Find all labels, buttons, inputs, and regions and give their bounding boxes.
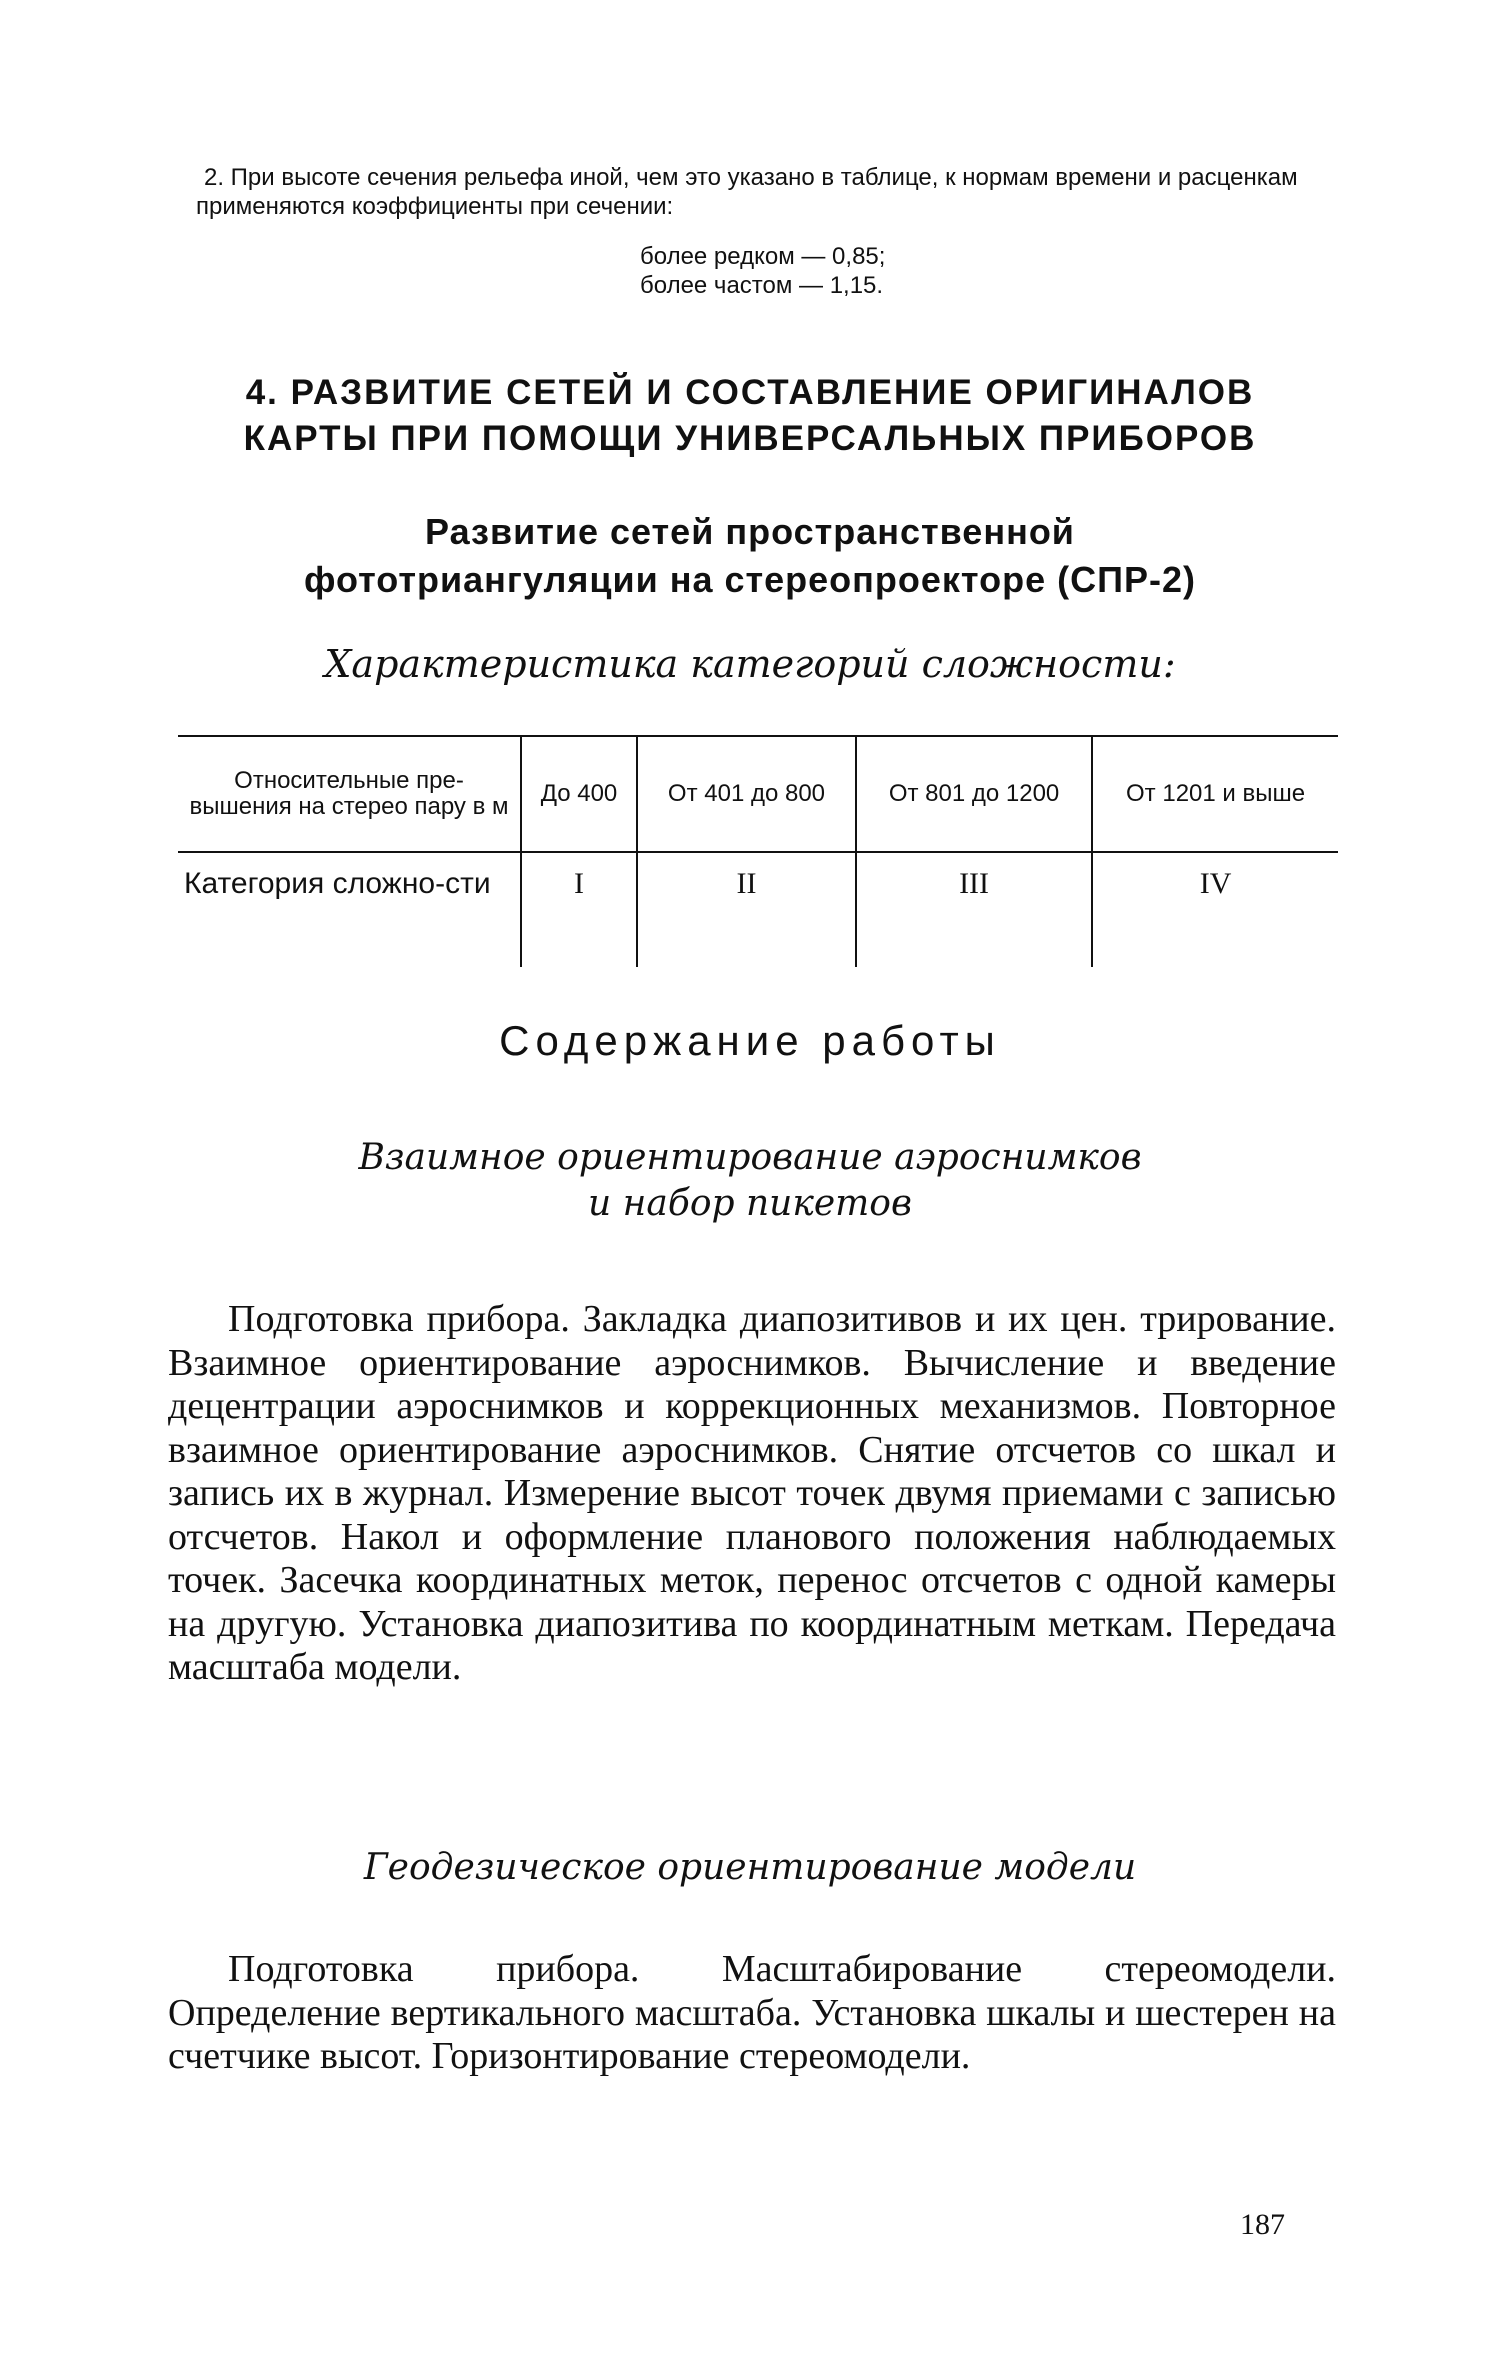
row-value-4: IV [1092,852,1338,967]
header-label-cell: Относительные пре-вышения на стерео пару в м [178,736,521,852]
mutual-orientation-line2: и набор пикетов [588,1183,912,1224]
coefficient-rare: более редком — 0,85; [640,243,886,270]
row-value-1: I [521,852,637,967]
mutual-orientation-heading [150,1135,1350,1227]
section-title-line1: 4. РАЗВИТИЕ СЕТЕЙ И СОСТАВЛЕНИЕ ОРИГИНАЛОВ [245,373,1255,412]
header-col-4: От 1201 и выше [1092,736,1338,852]
subsection-title-line2: фототриангуляции на стереопроекторе (СПР-2) [304,559,1196,600]
coefficient-frequent: более частом — 1,15. [640,272,884,299]
table-header-row [178,736,1338,852]
header-col-1: До 400 [521,736,637,852]
row-value-3: III [856,852,1092,967]
subsection-title [150,508,1350,604]
geodetic-orientation-heading: Геодезическое ориентирование модели [363,1847,1137,1888]
coefficients-list [640,242,1040,300]
mutual-orientation-line1: Взаимное ориентирование аэроснимков [358,1137,1142,1178]
note-relief-section: 2. При высоте сечения рельефа иной, чем это указано в таблице, к нормам времени и расценкам применяются коэффициенты при сечении: [196,164,1298,220]
header-col-3: От 801 до 1200 [856,736,1092,852]
table-caption: Характеристика категорий сложности: [324,642,1176,686]
row-label-cell: Категория сложно-сти [184,867,491,900]
row-value-2: II [637,852,856,967]
section-title [150,370,1350,462]
section-title-line2: КАРТЫ ПРИ ПОМОЩИ УНИВЕРСАЛЬНЫХ ПРИБОРОВ [243,419,1257,458]
subsection-title-line1: Развитие сетей пространственной [425,511,1075,552]
paragraph-mutual-orientation: Подготовка прибора. Закладка диапозитивов и их цен. трирование. Взаимное ориентирование аэроснимков. Вычисление и введение децентрации аэроснимков и коррекционных механизмов. Повторное взаимное ориентирование аэроснимков. Снятие отсчетов со шкал и запись их в журнал. Измерение высот точек двумя приемами с записью отсчетов. Накол и оформление планового положения наблюдаемых точек. Засечка координатных меток, перенос отсчетов с одной камеры на другую. Установка диапозитива по координатным меткам. Передача масштаба модели. [168,1298,1336,1688]
paragraph-geodetic-orientation: Подготовка прибора. Масштабирование стереомодели. Определение вертикального масштаба. Установка шкалы и шестерен на счетчике высот. Горизонтирование стереомодели. [168,1948,1336,2077]
content-heading: Содержание работы [499,1017,1001,1064]
page-number: 187 [1240,2208,1285,2241]
header-col-2: От 401 до 800 [637,736,856,852]
table-row [178,852,1338,967]
complexity-table [178,735,1338,967]
